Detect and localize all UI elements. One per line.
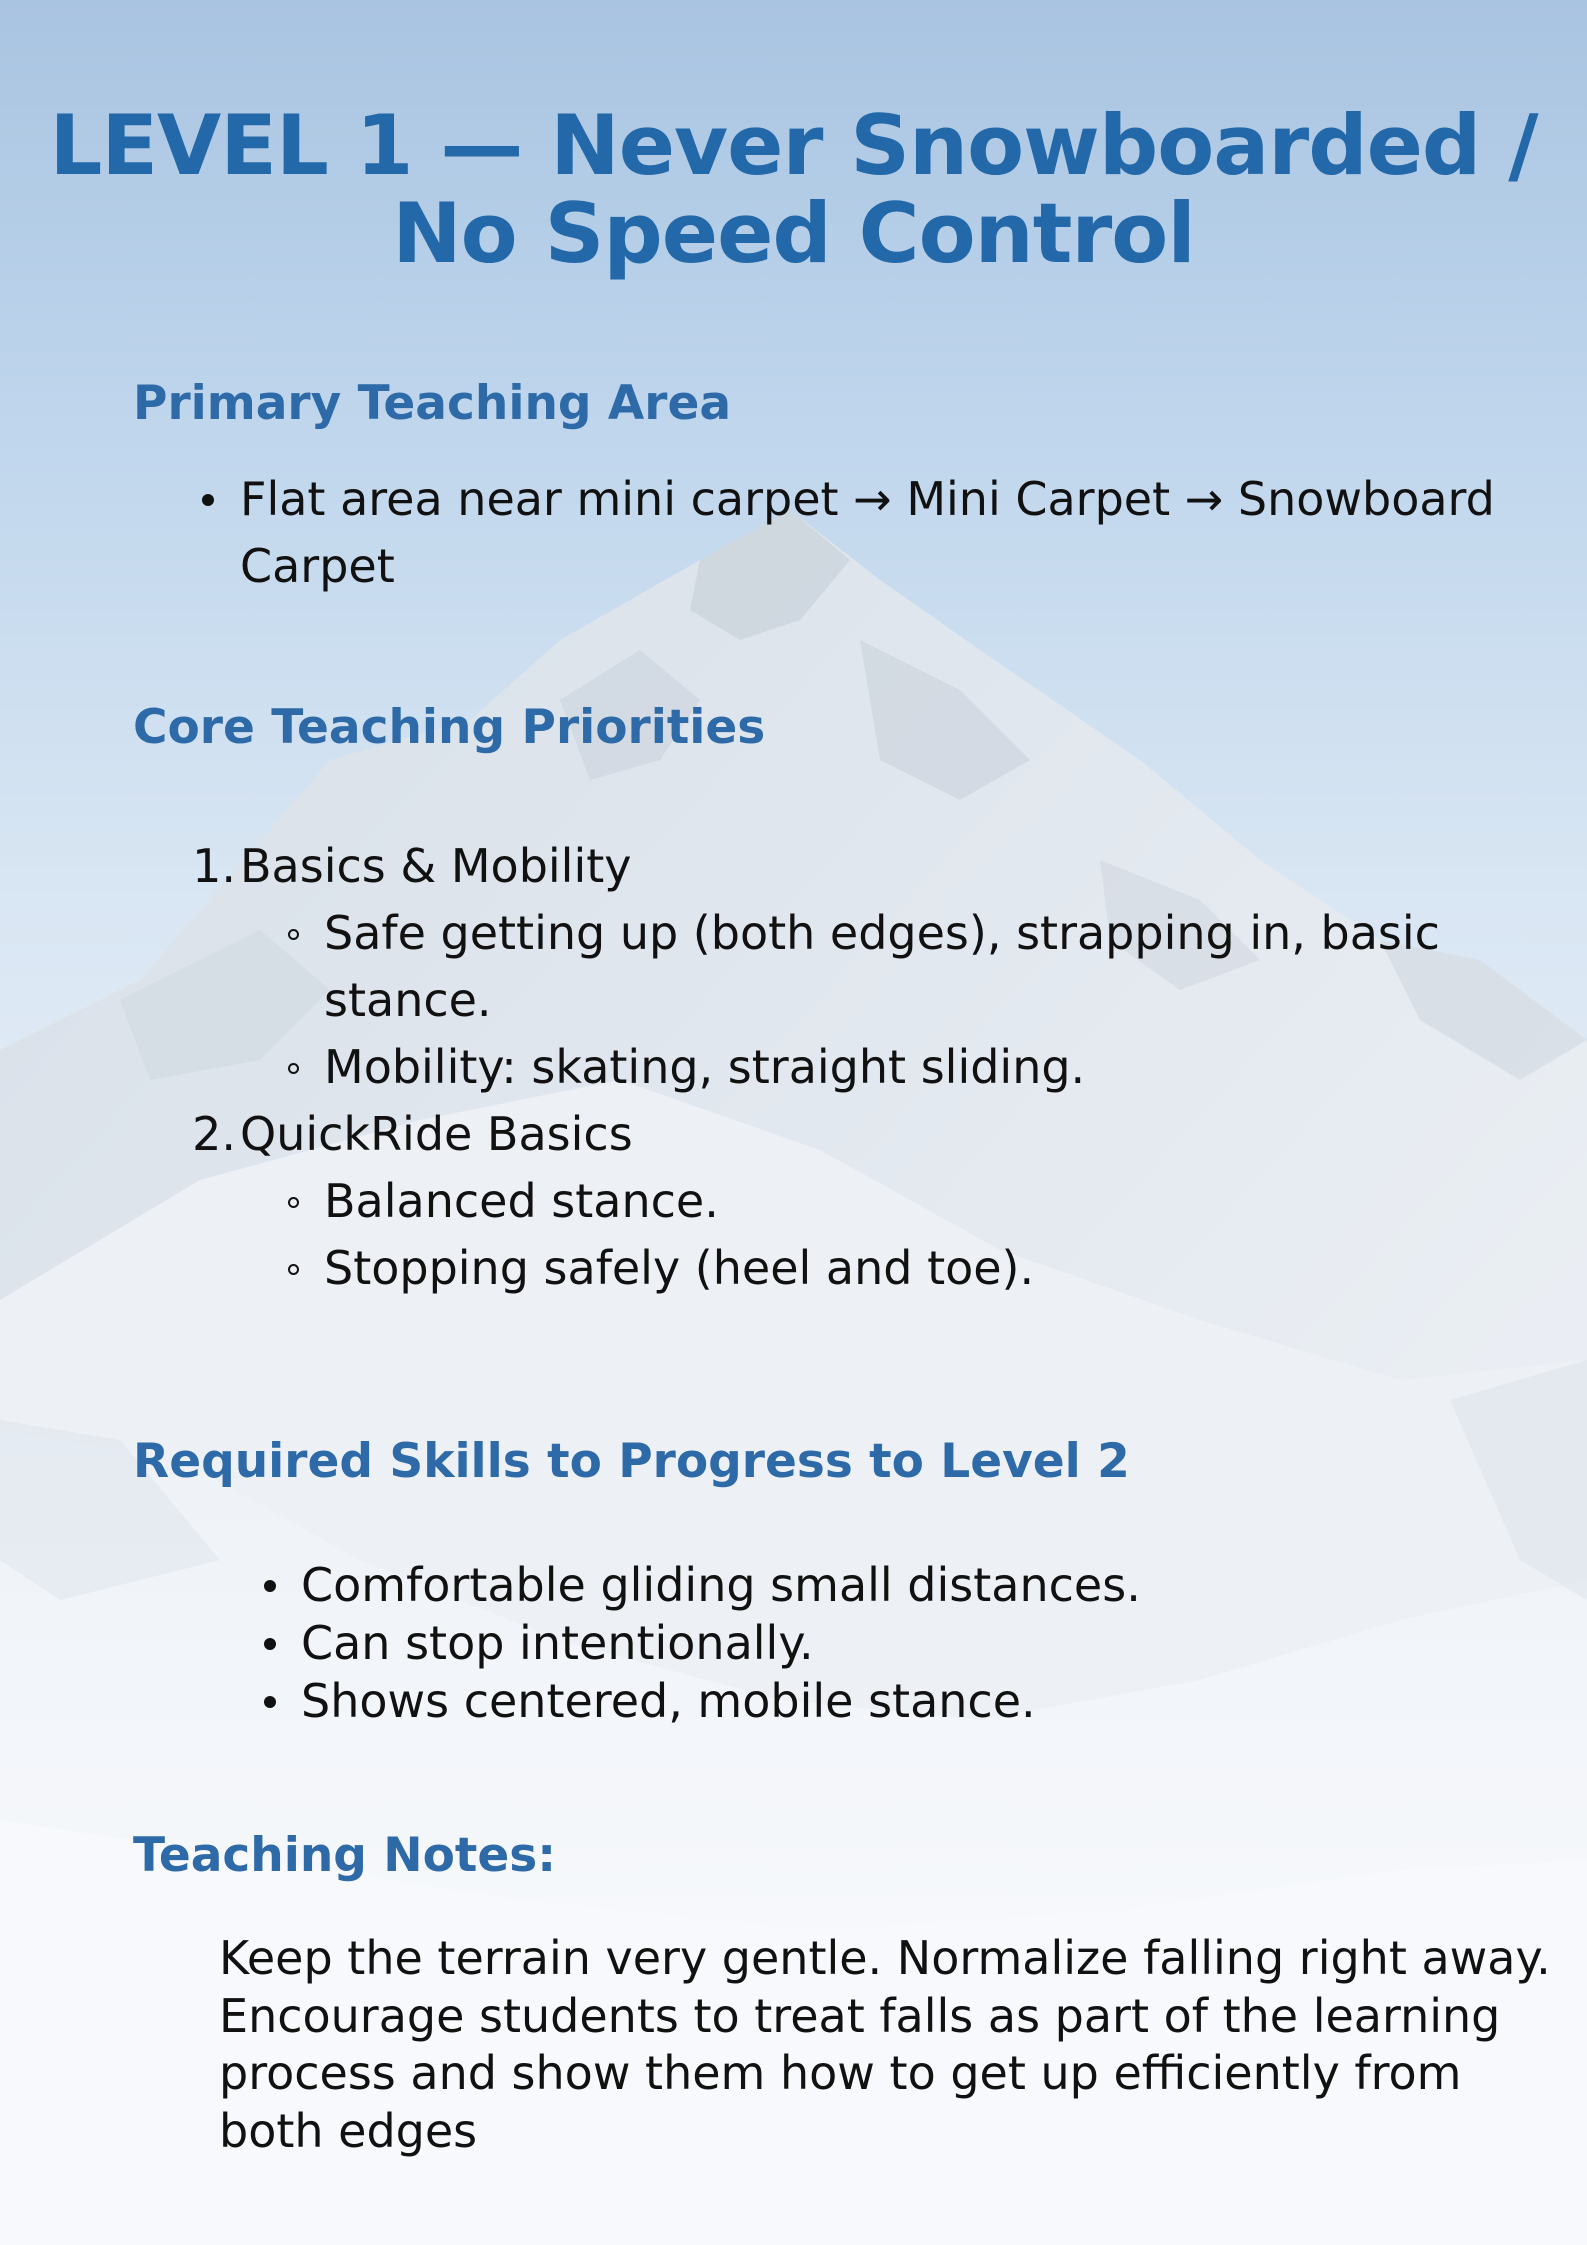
sub-item-line: Balanced stance. bbox=[324, 1174, 719, 1228]
primary-area-heading: Primary Teaching Area bbox=[133, 376, 732, 431]
notes-line: both edges bbox=[219, 2103, 478, 2158]
priority-item bbox=[192, 833, 1540, 1101]
priority-label: Basics & Mobility bbox=[240, 839, 632, 893]
notes-line: Keep the terrain very gentle. Normalize falling right away. bbox=[219, 1931, 1551, 1985]
hollow-bullet-icon bbox=[288, 1197, 299, 1208]
page-title-line-1: LEVEL 1 — Never Snowboarded / bbox=[49, 97, 1538, 194]
required-skills-heading: Required Skills to Progress to Level 2 bbox=[133, 1434, 1130, 1489]
bullet-icon bbox=[264, 1638, 276, 1650]
priorities-heading: Core Teaching Priorities bbox=[133, 700, 766, 755]
required-skills-list bbox=[301, 1556, 1501, 1730]
bullet-icon bbox=[264, 1580, 276, 1592]
list-item-text: Comfortable gliding small distances. bbox=[301, 1558, 1141, 1612]
bullet-icon bbox=[264, 1696, 276, 1708]
list-item-line: Carpet bbox=[240, 539, 395, 593]
sub-item bbox=[324, 900, 1524, 1034]
list-item-line: Flat area near mini carpet → Mini Carpet → Snowboard bbox=[240, 472, 1495, 526]
sub-item bbox=[324, 1235, 1524, 1302]
notes-line: process and show them how to get up efficiently from bbox=[219, 2046, 1462, 2100]
priority-number: 2. bbox=[192, 1107, 236, 1161]
sub-item-line: Safe getting up (both edges), strapping in, basic bbox=[324, 906, 1440, 960]
teaching-notes-heading: Teaching Notes: bbox=[133, 1828, 557, 1883]
sub-item bbox=[324, 1168, 1524, 1235]
list-item-text: Shows centered, mobile stance. bbox=[301, 1674, 1036, 1728]
sub-item-line: stance. bbox=[324, 973, 492, 1027]
priority-label: QuickRide Basics bbox=[240, 1107, 633, 1161]
hollow-bullet-icon bbox=[288, 1264, 299, 1275]
page-title-line-2: No Speed Control bbox=[392, 185, 1195, 282]
list-item-text: Can stop intentionally. bbox=[301, 1616, 814, 1670]
page-title bbox=[0, 97, 1587, 282]
bullet-icon bbox=[202, 494, 214, 506]
notes-line: Encourage students to treat falls as part of the learning bbox=[219, 1988, 1501, 2043]
sub-item bbox=[324, 1034, 1524, 1101]
priority-number: 1. bbox=[192, 839, 236, 893]
hollow-bullet-icon bbox=[288, 1063, 299, 1074]
teaching-notes-paragraph bbox=[219, 1930, 1569, 2160]
priority-sublist bbox=[324, 900, 1524, 1101]
list-item bbox=[301, 1556, 1501, 1614]
list-item bbox=[301, 1614, 1501, 1672]
sub-item-line: Mobility: skating, straight sliding. bbox=[324, 1040, 1086, 1094]
sub-item-line: Stopping safely (heel and toe). bbox=[324, 1241, 1035, 1295]
priority-item bbox=[192, 1101, 1540, 1302]
priorities-list bbox=[192, 833, 1540, 1302]
priority-sublist bbox=[324, 1168, 1524, 1302]
primary-area-list bbox=[240, 466, 1540, 600]
hollow-bullet-icon bbox=[288, 929, 299, 940]
list-item bbox=[240, 466, 1540, 600]
list-item bbox=[301, 1672, 1501, 1730]
